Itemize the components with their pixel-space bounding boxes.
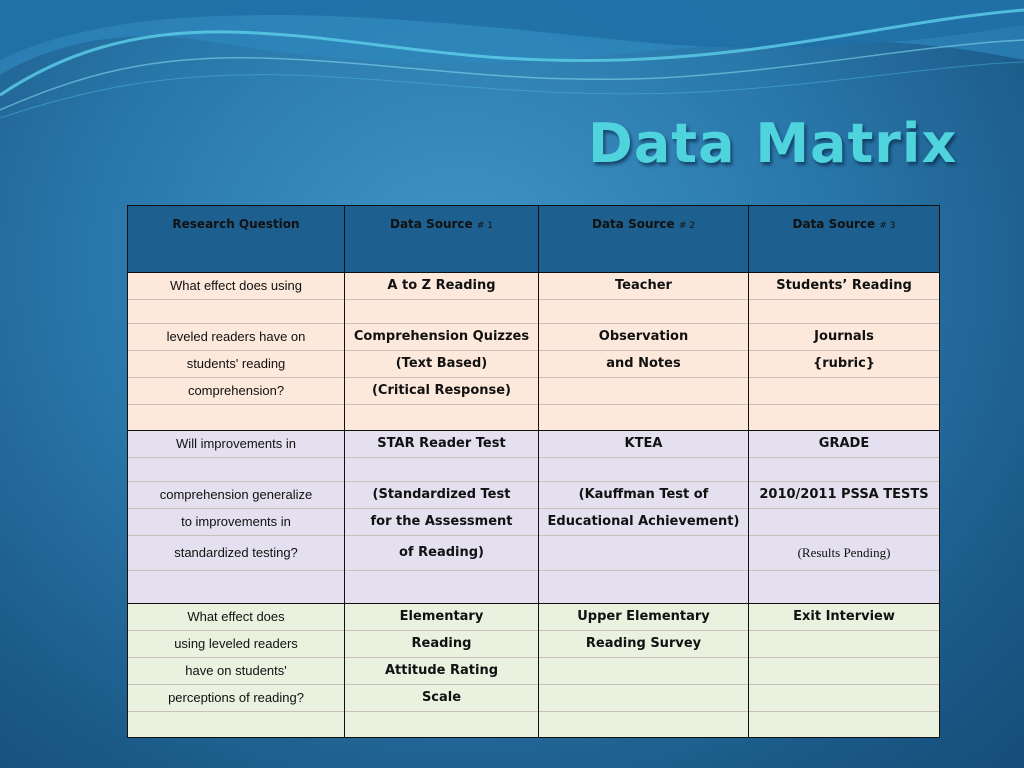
table-cell: Exit Interview [749,604,940,631]
table-cell: Elementary [345,604,539,631]
table-cell: for the Assessment [345,509,539,536]
table-cell: Reading Survey [539,631,749,658]
table-row [128,712,940,738]
table-cell: {rubric} [749,351,940,378]
table-cell: and Notes [539,351,749,378]
table-cell [539,536,749,571]
table-cell [128,571,345,604]
table-cell: Attitude Rating [345,658,539,685]
table-cell [749,509,940,536]
header-label: Data Source [390,217,473,231]
table-cell [749,458,940,482]
table-cell: have on students' [128,658,345,685]
table-row [128,509,940,536]
table-cell [539,405,749,431]
table-cell: comprehension? [128,378,345,405]
table-cell: perceptions of reading? [128,685,345,712]
table-row [128,631,940,658]
table-cell [345,405,539,431]
table-cell: (Critical Response) [345,378,539,405]
table-cell [749,658,940,685]
table-cell [539,300,749,324]
table-row [128,273,940,300]
table-cell: (Standardized Test [345,482,539,509]
table-cell [539,658,749,685]
table-row [128,536,940,571]
table-cell [345,571,539,604]
table-cell: What effect does [128,604,345,631]
table-cell: to improvements in [128,509,345,536]
table-row [128,658,940,685]
header-label: Research Question [172,217,300,231]
header-data-source-3 [749,206,940,273]
table-cell [345,712,539,738]
table-cell: comprehension generalize [128,482,345,509]
table-row [128,324,940,351]
table-cell: (Results Pending) [749,536,940,571]
table-cell [539,571,749,604]
table-row [128,604,940,631]
table-cell [539,458,749,482]
table-cell: Journals [749,324,940,351]
table-cell [128,405,345,431]
table-cell: leveled readers have on [128,324,345,351]
table-cell [749,631,940,658]
table-cell: GRADE [749,431,940,458]
table-cell: Comprehension Quizzes [345,324,539,351]
table-cell: Upper Elementary [539,604,749,631]
header-research-question [128,206,345,273]
table-cell: of Reading) [345,536,539,571]
table-cell: Observation [539,324,749,351]
table-cell [539,685,749,712]
table-cell [345,300,539,324]
header-label: Data Source [792,217,876,231]
table-row [128,685,940,712]
table-cell: (Text Based) [345,351,539,378]
header-number: # 1 [476,221,493,231]
table-cell: Students’ Reading [749,273,940,300]
table-cell [749,571,940,604]
table-cell [749,300,940,324]
table-header-row [128,206,940,273]
table-cell [749,378,940,405]
table-row [128,571,940,604]
table-row [128,482,940,509]
table-cell: standardized testing? [128,536,345,571]
header-data-source-2 [539,206,749,273]
table-cell: 2010/2011 PSSA TESTS [749,482,940,509]
table-cell [128,300,345,324]
table-cell [128,712,345,738]
table-cell: STAR Reader Test [345,431,539,458]
slide-title: Data Matrix [588,112,958,175]
table-cell: Reading [345,631,539,658]
data-matrix-table [127,205,940,738]
header-number: # 2 [678,221,695,231]
table-cell [749,685,940,712]
table-cell [539,712,749,738]
table-cell: What effect does using [128,273,345,300]
table-cell [749,405,940,431]
table-cell: Scale [345,685,539,712]
table-row [128,458,940,482]
table-cell: Educational Achievement) [539,509,749,536]
table-cell [128,458,345,482]
table-cell: using leveled readers [128,631,345,658]
header-data-source-1 [345,206,539,273]
table-cell: Teacher [539,273,749,300]
header-label: Data Source [592,217,675,231]
table-row [128,405,940,431]
table-row [128,300,940,324]
table-cell [749,712,940,738]
table-row [128,431,940,458]
table-cell: KTEA [539,431,749,458]
header-number: # 3 [879,221,896,231]
table-row [128,378,940,405]
table-row [128,351,940,378]
table-cell: students' reading [128,351,345,378]
table-cell [539,378,749,405]
table-cell: A to Z Reading [345,273,539,300]
table-cell: Will improvements in [128,431,345,458]
table-cell: (Kauffman Test of [539,482,749,509]
table-cell [345,458,539,482]
